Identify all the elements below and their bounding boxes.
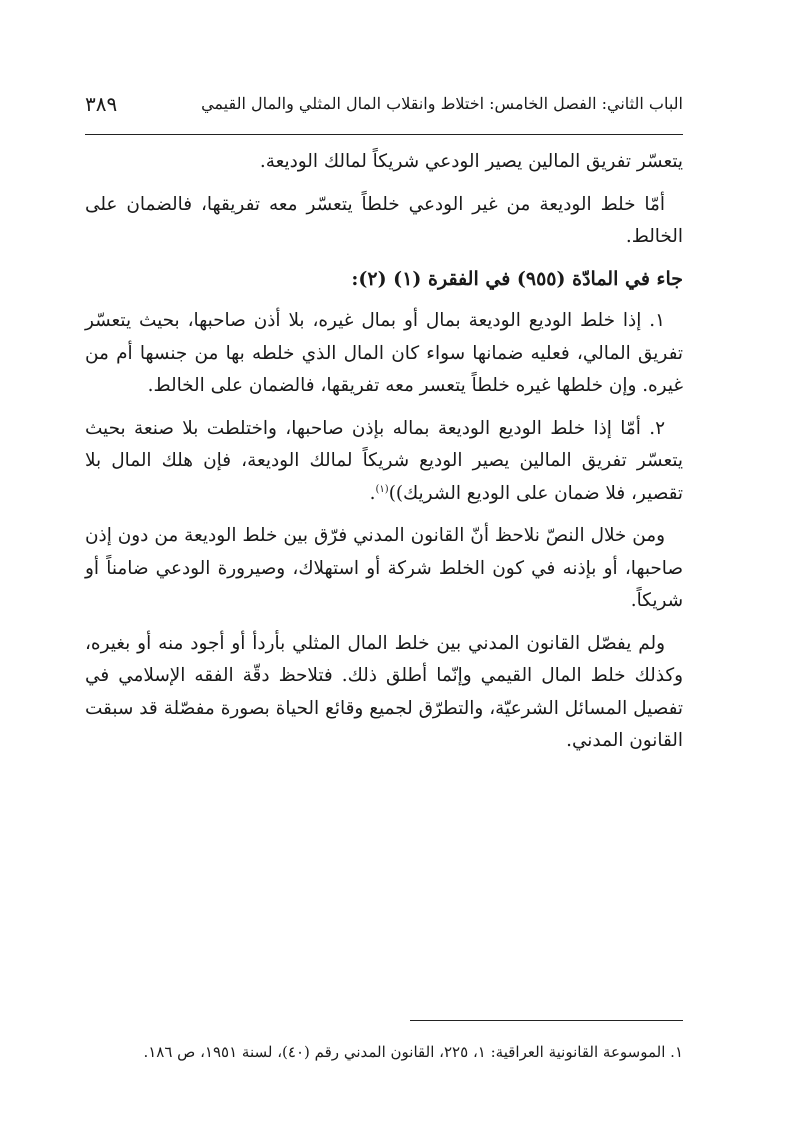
body-text [85,146,683,758]
footnote-reference: (١) [375,483,389,495]
header-title: الباب الثاني: الفصل الخامس: اختلاط وانقلاب المال المثلي والمال القيمي [201,94,683,113]
paragraph-continuation: يتعسّر تفريق المالين يصير الودعي شريكاً لمالك الوديعة. [259,151,683,172]
clause-2-end: . [369,482,376,504]
section-heading: جاء في المادّة (٩٥٥) في الفقرة (١) (٢): [351,267,683,290]
paragraph-clause-2 [85,413,683,511]
page-number: ٣٨٩ [85,92,118,116]
paragraph-mixing: أمّا خلط الوديعة من غير الودعي خلطاً يتعسّر معه تفريقها، فالضمان على الخالط. [85,193,683,247]
footnote: ١. الموسوعة القانونية العراقية: ١، ٢٢٥، القانون المدني رقم (٤٠)، لسنة ١٩٥١، ص ١٨٦. [143,1043,683,1061]
paragraph-clause-1: ١. إذا خلط الوديع الوديعة بمال أو بمال غيره، بلا أذن صاحبها، بحيث يتعسّر تفريق المالي، فعليه ضمانها سواء كان المال الذي خلطه بها من جنسها أم من غيره. وإن خلطها غيره خلطاً يتعسر معه تفريقها، فالضمان على الخالط. [85,310,683,396]
paragraph-analysis: ومن خلال النصّ نلاحظ أنّ القانون المدني فرّق بين خلط الوديعة من دون إذن صاحبها، أو بإذنه في كون الخلط شركة أو استهلاك، وصيرورة الودعي ضامناً أو شريكاً. [85,525,683,611]
running-header [85,88,683,128]
paragraph-conclusion: ولم يفصّل القانون المدني بين خلط المال المثلي بأردأ أو أجود منه أو بغيره، وكذلك خلط المال القيمي وإنّما أطلق ذلك. فتلاحظ دقّة الفقه الإسلامي في تفصيل المسائل الشرعيّة، والتطرّق لجميع وقائع الحياة بصورة مفصّلة قد سبقت القانون المدني. [85,632,683,751]
footnote-divider [410,1020,683,1021]
clause-2-text: ٢. أمّا إذا خلط الوديع الوديعة بماله بإذن صاحبها، واختلطت بلا صنعة بحيث يتعسّر تفريق المالين يصير الوديع شريكاً لمالك الوديعة، فإن هلك المال بلا تقصير، فلا ضمان على الوديع الشريك)) [85,417,683,504]
header-divider [85,134,683,135]
